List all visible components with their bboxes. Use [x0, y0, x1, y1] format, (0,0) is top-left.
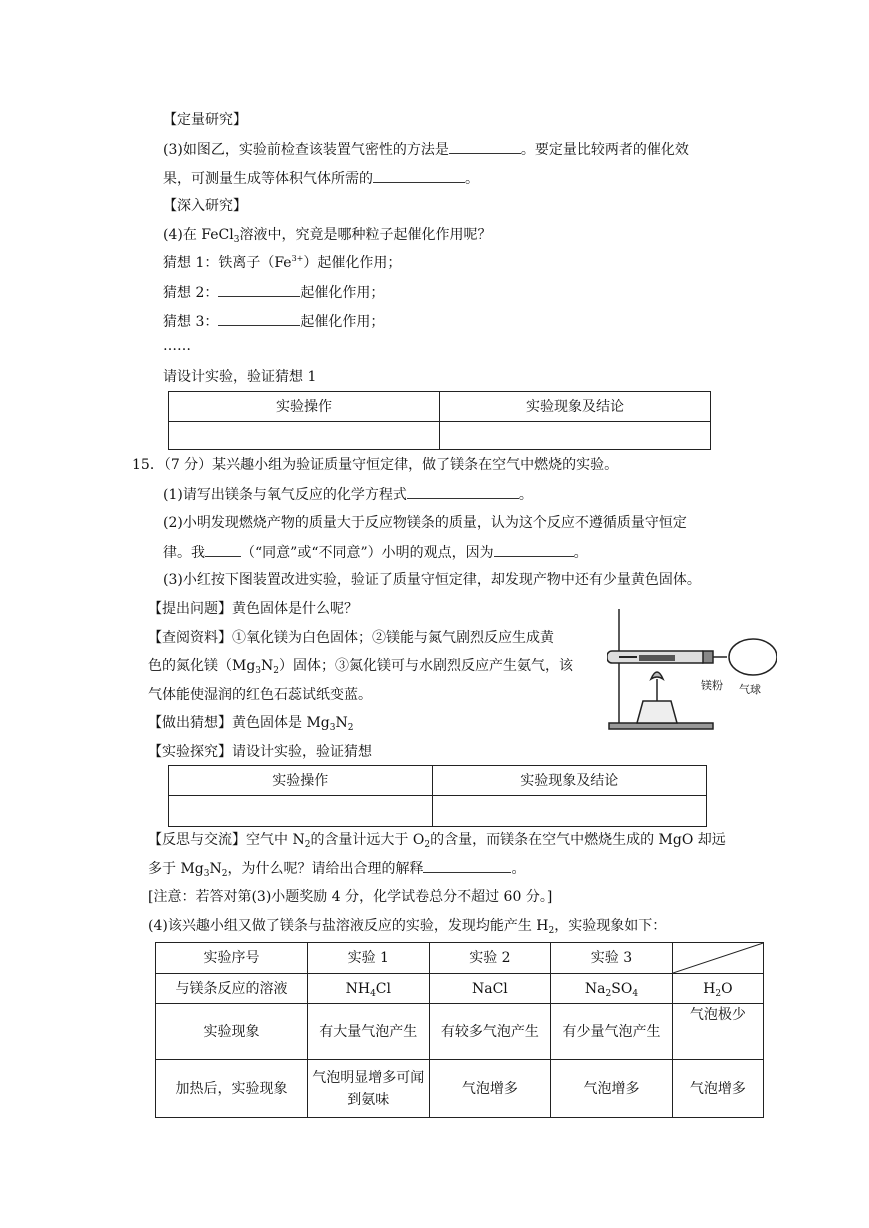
reflect-end: 。 — [511, 861, 526, 877]
hyp-text-b: N — [335, 715, 348, 731]
subscript: 2 — [424, 840, 431, 850]
formula-part: H — [703, 980, 716, 997]
subscript: 2 — [273, 666, 280, 676]
table3-header-diagonal — [672, 943, 763, 974]
balloon-icon — [729, 639, 777, 675]
subscript: 3 — [255, 666, 262, 676]
table1-header-operation: 实验操作 — [169, 392, 440, 422]
table1-cell-operation[interactable] — [169, 422, 440, 450]
guess2-text-b: 起催化作用； — [300, 285, 385, 301]
hyp-text-a: 【做出猜想】黄色固体是 Mg — [148, 715, 330, 731]
guess2-text-a: 猜想 2： — [163, 285, 219, 301]
q3-text-d: 。 — [465, 171, 479, 187]
bonus-note: [注意：若答对第(3)小题奖励 4 分，化学试卷总分不超过 60 分。] — [148, 889, 553, 905]
experiment-table-2 — [168, 765, 707, 827]
table3-cell-na2so4 — [551, 974, 673, 1004]
q15-p1-text: (1)请写出镁条与氧气反应的化学方程式 — [163, 487, 407, 503]
table3-row3-cell: 气泡增多 — [429, 1060, 551, 1118]
reference-line-2 — [148, 656, 573, 676]
subscript: 2 — [605, 988, 612, 999]
guess3-text-b: 起催化作用； — [300, 314, 385, 330]
q15-p2-text-a: 律。我 — [163, 545, 205, 561]
table3-cell-nh4cl — [308, 974, 430, 1004]
reflect-text-e: N — [209, 861, 222, 877]
label-balloon: 气球 — [739, 684, 761, 696]
reflect-text-d: 多于 Mg — [148, 861, 204, 877]
q15-part-3: (3)小红按下图装置改进实验，验证了质量守恒定律，却发现产物中还有少量黄色固体。 — [163, 572, 701, 588]
reference-line-1: 【查阅资料】①氧化镁为白色固体；②镁能与氮气剧烈反应生成黄 — [148, 630, 554, 646]
question-4 — [163, 225, 491, 245]
section-heading-deep: 【深入研究】 — [163, 198, 247, 214]
magnesium-powder — [639, 655, 675, 661]
magnesium-reaction-table — [155, 942, 764, 1118]
guess3-text-a: 猜想 3： — [163, 314, 219, 330]
question-3-line-1 — [163, 139, 689, 160]
question-15-heading: 15．（7 分）某兴趣小组为验证质量守恒定律，做了镁条在空气中燃烧的实验。 — [132, 457, 619, 473]
experiment-table-1 — [168, 391, 711, 450]
hypothesis — [148, 713, 353, 733]
ellipsis: …… — [163, 338, 191, 354]
subscript: 4 — [632, 988, 639, 999]
apparatus-figure — [607, 605, 777, 735]
experiment-explore: 【实验探究】请设计实验，验证猜想 — [148, 744, 372, 760]
label-magnesium: 镁粉 — [701, 680, 723, 692]
guess1-text-b: ）起催化作用； — [303, 255, 402, 271]
subscript: 2 — [304, 840, 311, 850]
table3-row3-cell: 气泡明显增多可闻到氨味 — [308, 1060, 430, 1118]
subscript: 2 — [715, 988, 722, 999]
ref-text-c: ）固体；③氮化镁可与水剧烈反应产生氨气，该 — [279, 658, 574, 674]
table1-cell-result[interactable] — [440, 422, 711, 450]
reflect-text-c: 的含量，而镁条在空气中燃烧生成的 MgO 却远 — [430, 832, 726, 848]
q3-text-a: (3)如图乙，实验前检查该装置气密性的方法是 — [163, 142, 449, 158]
formula-part: NH — [345, 980, 371, 997]
guess1-text-a: 猜想 1：铁离子（Fe — [163, 255, 292, 271]
answer-blank[interactable] — [373, 168, 465, 183]
reflection-line-1 — [148, 830, 726, 850]
q4-text-b: 溶液中，究竟是哪种粒子起催化作用呢？ — [239, 227, 492, 243]
answer-blank[interactable] — [423, 858, 511, 873]
subscript: 3 — [329, 723, 336, 733]
answer-blank[interactable] — [205, 542, 241, 557]
question-3-line-2 — [163, 168, 479, 189]
guess-2 — [163, 282, 384, 303]
q3-text-c: 果，可测量生成等体积气体所需的 — [163, 171, 373, 187]
table2-cell-operation[interactable] — [169, 796, 433, 827]
reference-line-3: 气体能使湿润的红色石蕊试纸变蓝。 — [148, 687, 372, 703]
table3-row2-cell: 有少量气泡产生 — [551, 1004, 673, 1060]
table3-row3-cell: 气泡增多 — [672, 1060, 763, 1118]
q4b-text-a: (4)该兴趣小组又做了镁条与盐溶液反应的实验，发现均能产生 H — [148, 918, 549, 934]
subscript: 2 — [347, 723, 354, 733]
q15-part-2-line-2 — [163, 542, 588, 563]
q15-p2-end: 。 — [573, 545, 588, 561]
ref-text-b: N — [261, 658, 274, 674]
table3-row2-cell: 有较多气泡产生 — [429, 1004, 551, 1060]
reflect-text-a: 【反思与交流】空气中 N — [148, 832, 305, 848]
table1-header-result: 实验现象及结论 — [440, 392, 711, 422]
table3-row2-cell: 有大量气泡产生 — [308, 1004, 430, 1060]
table2-header-result: 实验现象及结论 — [432, 766, 706, 796]
formula-part: Cl — [375, 980, 391, 997]
design-prompt-1: 请设计实验，验证猜想 1 — [163, 369, 317, 385]
subscript: 2 — [548, 926, 555, 936]
table3-row2-label: 实验现象 — [156, 1004, 308, 1060]
lamp-body — [637, 701, 677, 723]
diagonal-line — [673, 943, 763, 973]
table3-row3-cell: 气泡增多 — [551, 1060, 673, 1118]
superscript: 3+ — [291, 254, 304, 263]
guess-3 — [163, 311, 384, 332]
section-heading-quantitative: 【定量研究】 — [163, 112, 247, 128]
guess-1 — [163, 253, 401, 273]
reflection-line-2 — [148, 858, 525, 879]
table2-cell-result[interactable] — [432, 796, 706, 827]
table3-cell-nacl: NaCl — [429, 974, 551, 1004]
table3-header-0: 实验序号 — [156, 943, 308, 974]
subscript: 4 — [370, 988, 376, 999]
q15-p1-end: 。 — [518, 487, 533, 503]
table3-row2-cell: 气泡极少 — [672, 1004, 763, 1060]
subscript: 3 — [203, 869, 210, 879]
q15-p2-text-b: （“同意”或“不同意”）小明的观点，因为 — [241, 545, 494, 561]
formula-part: Na — [584, 980, 606, 997]
reflect-text-b: 的含量计远大于 O — [310, 832, 425, 848]
answer-blank[interactable] — [449, 139, 521, 154]
raise-question: 【提出问题】黄色固体是什么呢？ — [148, 601, 358, 617]
table3-row3-label: 加热后，实验现象 — [156, 1060, 308, 1118]
question-4b — [148, 916, 666, 936]
stand-base — [609, 723, 713, 729]
q4-text-a: (4)在 FeCl — [163, 227, 234, 243]
table3-cell-h2o — [672, 974, 763, 1004]
flame-icon — [651, 672, 663, 679]
q15-part-1 — [163, 484, 533, 505]
stopper — [703, 651, 713, 663]
answer-blank[interactable] — [407, 484, 519, 499]
subscript: 3 — [233, 235, 240, 245]
formula-part: SO — [611, 980, 633, 997]
formula-part: O — [721, 980, 733, 997]
answer-blank[interactable] — [494, 542, 574, 557]
answer-blank[interactable] — [218, 282, 300, 297]
subscript: 2 — [221, 869, 228, 879]
q4b-text-b: ，实验现象如下： — [554, 918, 667, 934]
table3-header-1: 实验 1 — [308, 943, 430, 974]
q15-part-2-line-1: (2)小明发现燃烧产物的质量大于反应物镁条的质量，认为这个反应不遵循质量守恒定 — [163, 515, 687, 531]
q3-text-b: 。要定量比较两者的催化效 — [520, 142, 689, 158]
table2-header-operation: 实验操作 — [169, 766, 433, 796]
table3-row1-label: 与镁条反应的溶液 — [156, 974, 308, 1004]
table3-header-2: 实验 2 — [429, 943, 551, 974]
answer-blank[interactable] — [218, 311, 300, 326]
table3-header-3: 实验 3 — [551, 943, 673, 974]
reflect-text-f: ，为什么呢？请给出合理的解释 — [227, 861, 424, 877]
ref-text-a: 色的氮化镁（Mg — [148, 658, 256, 674]
